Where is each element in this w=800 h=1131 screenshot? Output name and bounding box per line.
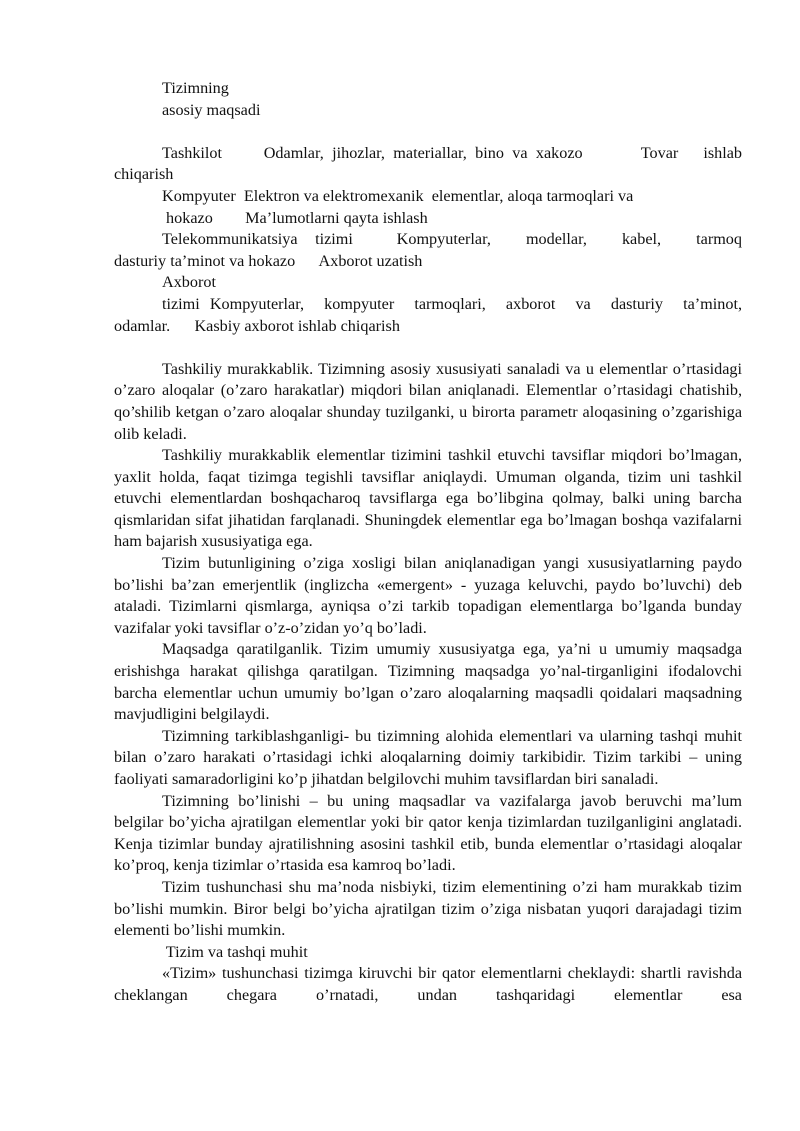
table-row-4-line-3: odamlar. Kasbiy axborot ishlab chiqarish	[114, 316, 400, 335]
table-row-3-line-1: Telekommunikatsiya tizimi Kompyuterlar, modellar, kabel, tarmoq	[162, 230, 742, 249]
paragraph-1: Tashkiliy murakkablik. Tizimning asosiy xususiyati sanaladi va u elementlar o’rtasidagi o’zaro aloqalar (o’zaro harakatlar) miqdori bilan aniqlanadi. Elementlar o’rtasidagi chatishib, qo’shilib ketgan o’zaro aloqalar shunday tuzilganki, u birorta parametr aloqasining o’zgarishiga olib keladi.	[114, 359, 742, 443]
table-row-1-line-1: Tashkilot Odamlar, jihozlar, materiallar, bino va xakozo Tovar ishlab	[162, 143, 742, 162]
paragraph-7: Tizim tushunchasi shu ma’noda nisbiyki, tizim elementining o’zi ham murakkab tizim bo’lishi mumkin. Biror belgi bo’yicha ajratilgan tizim o’ziga nisbatan yuqori darajadagi tizim elementi bo’lishi mumkin.	[114, 877, 742, 940]
table-row-3-line-2: dasturiy ta’minot va hokazo Axborot uzatish	[114, 251, 423, 270]
table-head-line-2: asosiy maqsadi	[162, 100, 261, 119]
table-row-2-line-1: Kompyuter Elektron va elektromexanik elementlar, aloqa tarmoqlari va	[162, 186, 634, 205]
section-heading: Tizim va tashqi muhit	[162, 942, 308, 961]
paragraph-6: Tizimning bo’linishi – bu uning maqsadlar va vazifalarga javob beruvchi ma’lum belgilar bo’yicha ajratilgan elementlar yoki bir qator kenja tizimlardan tuzilganligini anglatadi. Kenja tizimlar bunday ajratilishning asosini tashkil etib, bunda elementlar o’rtasidagi aloqalar ko’proq, kenja tizimlar o’rtasida esa kamroq bo’ladi.	[114, 791, 742, 875]
table-head-line-1: Tizimning	[162, 79, 229, 97]
paragraph-2: Tashkiliy murakkablik elementlar tizimini tashkil etuvchi tavsiflar miqdori bo’lmagan, yaxlit holda, faqat tizimga tegishli tavsiflar aniqlaydi. Umuman olganda, tizim uni tashkil etuvchi elementlardan boshqacharoq tavsiflarga ega bo’libgina qolmay, balki uning barcha qismlaridan sifat jihatidan farqlanadi. Shuningdek elementlar ega bo’lmagan boshqa vazifalarni ham bajarish xususiyatiga ega.	[114, 446, 742, 551]
spacer	[114, 337, 742, 359]
paragraph-5: Tizimning tarkiblashganligi- bu tizimning alohida elementlari va ularning tashqi muhit bilan o’zaro harakati o’rtasidagi ichki aloqalarning doimiy tarkibidir. Tizim tarkibi – uning faoliyati samaradorligini ko’p jihatdan belgilovchi muhim tavsiflardan biri sanaladi.	[114, 726, 742, 788]
table-row-4-line-1: Axborot	[162, 273, 216, 292]
table-row-1-line-2: chiqarish	[114, 165, 174, 184]
paragraph-3: Tizim butunligining o’ziga xosligi bilan aniqlanadigan yangi xususiyatlarning paydo bo’lishi ba’zan emerjentlik (inglizcha «emergent» - yuzaga keluvchi, paydo bo’luvchi) deb ataladi. Tizimlarni qismlarga, ayniqsa o’zi tarkib topadigan elementlarga bo’lganda bunday vazifalar yoki tavsiflar o’z-o’zidan yo’q bo’ladi.	[114, 554, 742, 637]
document-page	[114, 78, 742, 1007]
paragraph-4: Maqsadga qaratilganlik. Tizim umumiy xususiyatga ega, ya’ni u umumiy maqsadga erishishga harakat qilishga qaratilgan. Tizimning maqsadga yo’nal-tirganligini ifodalovchi barcha elementlar uchun umumiy bo’lgan o’zaro aloqalarning maqsadli qoidalari maqsadning mavjudligini belgilaydi.	[114, 640, 742, 724]
table-row-4-line-2: tizimi Kompyuterlar, kompyuter tarmoqlari, axborot va dasturiy ta’minot,	[162, 294, 742, 313]
spacer	[114, 121, 742, 143]
table-row-2-line-2: hokazo Ma’lumotlarni qayta ishlash	[162, 208, 428, 227]
last-paragraph: «Tizim» tushunchasi tizimga kiruvchi bir qator elementlarni cheklaydi: shartli ravishda cheklangan chegara o’rnatadi, undan tashqaridagi elementlar esa	[114, 964, 742, 1004]
